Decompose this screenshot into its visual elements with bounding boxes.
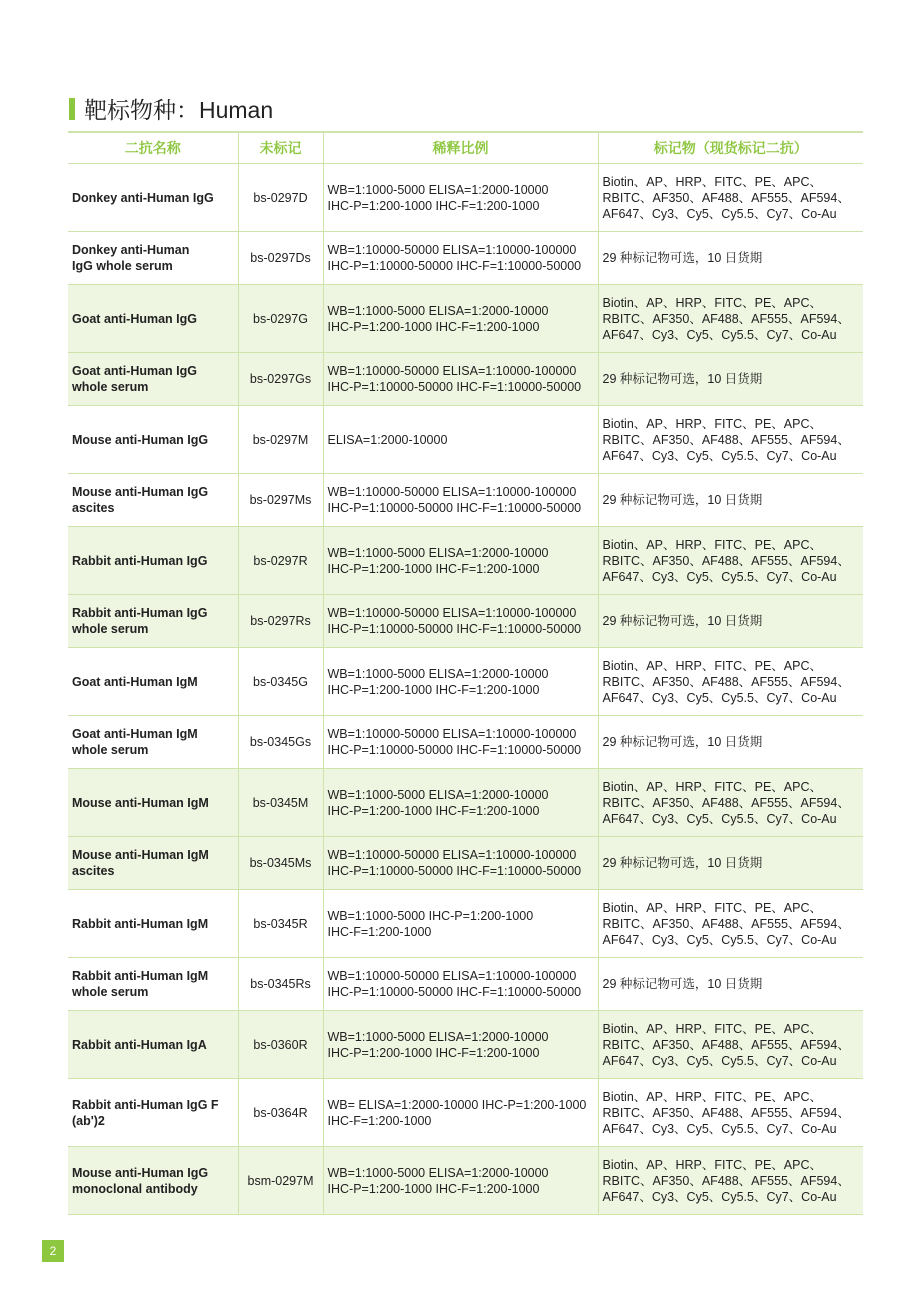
table-row (68, 890, 863, 958)
dilution-ratio: WB=1:1000-5000 ELISA=1:2000-10000 IHC-P=1:200-1000 IHC-F=1:200-1000 (323, 527, 598, 595)
label-options: Biotin、AP、HRP、FITC、PE、APC、 RBITC、AF350、AF488、AF555、AF594、 AF647、Cy3、Cy5、Cy5.5、Cy7、Co-Au (598, 890, 863, 958)
antibody-name: Goat anti-Human IgM (68, 648, 238, 716)
table-row (68, 1011, 863, 1079)
table-row (68, 648, 863, 716)
label-options: 29 种标记物可选，10 日货期 (598, 595, 863, 648)
catalog-number: bs-0345G (238, 648, 323, 716)
antibody-name: Rabbit anti-Human IgG (68, 527, 238, 595)
catalog-number: bsm-0297M (238, 1147, 323, 1215)
dilution-ratio: WB=1:1000-5000 ELISA=1:2000-10000 IHC-P=1:200-1000 IHC-F=1:200-1000 (323, 769, 598, 837)
label-options: Biotin、AP、HRP、FITC、PE、APC、 RBITC、AF350、AF488、AF555、AF594、 AF647、Cy3、Cy5、Cy5.5、Cy7、Co-Au (598, 1079, 863, 1147)
catalog-number: bs-0297M (238, 406, 323, 474)
catalog-number: bs-0297R (238, 527, 323, 595)
antibody-name: Mouse anti-Human IgG monoclonal antibody (68, 1147, 238, 1215)
antibody-name: Mouse anti-Human IgG (68, 406, 238, 474)
title-accent-bar (69, 98, 75, 120)
dilution-ratio: WB=1:10000-50000 ELISA=1:10000-100000 IHC-P=1:10000-50000 IHC-F=1:10000-50000 (323, 958, 598, 1011)
table-row (68, 232, 863, 285)
page-number: 2 (42, 1240, 64, 1262)
table-row (68, 595, 863, 648)
table-row (68, 285, 863, 353)
antibody-name: Donkey anti-Human IgG whole serum (68, 232, 238, 285)
table-header-row (68, 132, 863, 164)
catalog-number: bs-0345Ms (238, 837, 323, 890)
dilution-ratio: WB=1:10000-50000 ELISA=1:10000-100000 IHC-P=1:10000-50000 IHC-F=1:10000-50000 (323, 595, 598, 648)
header-unlabeled: 未标记 (238, 132, 323, 164)
label-options: Biotin、AP、HRP、FITC、PE、APC、 RBITC、AF350、AF488、AF555、AF594、 AF647、Cy3、Cy5、Cy5.5、Cy7、Co-Au (598, 285, 863, 353)
antibody-name: Mouse anti-Human IgG ascites (68, 474, 238, 527)
label-options: Biotin、AP、HRP、FITC、PE、APC、 RBITC、AF350、AF488、AF555、AF594、 AF647、Cy3、Cy5、Cy5.5、Cy7、Co-Au (598, 527, 863, 595)
catalog-number: bs-0364R (238, 1079, 323, 1147)
catalog-number: bs-0345Gs (238, 716, 323, 769)
label-options: 29 种标记物可选，10 日货期 (598, 837, 863, 890)
antibody-name: Goat anti-Human IgG (68, 285, 238, 353)
dilution-ratio: WB=1:1000-5000 ELISA=1:2000-10000 IHC-P=1:200-1000 IHC-F=1:200-1000 (323, 1011, 598, 1079)
table-row (68, 1079, 863, 1147)
table-row (68, 716, 863, 769)
dilution-ratio: WB=1:1000-5000 IHC-P=1:200-1000 IHC-F=1:200-1000 (323, 890, 598, 958)
catalog-number: bs-0297Ds (238, 232, 323, 285)
antibody-name: Mouse anti-Human IgM ascites (68, 837, 238, 890)
header-labels: 标记物（现货标记二抗） (598, 132, 863, 164)
catalog-number: bs-0297G (238, 285, 323, 353)
catalog-number: bs-0297Rs (238, 595, 323, 648)
dilution-ratio: ELISA=1:2000-10000 (323, 406, 598, 474)
table-row (68, 164, 863, 232)
label-options: 29 种标记物可选，10 日货期 (598, 232, 863, 285)
table-row (68, 474, 863, 527)
dilution-ratio: WB= ELISA=1:2000-10000 IHC-P=1:200-1000 IHC-F=1:200-1000 (323, 1079, 598, 1147)
label-options: 29 种标记物可选，10 日货期 (598, 474, 863, 527)
antibody-name: Goat anti-Human IgG whole serum (68, 353, 238, 406)
dilution-ratio: WB=1:10000-50000 ELISA=1:10000-100000 IHC-P=1:10000-50000 IHC-F=1:10000-50000 (323, 716, 598, 769)
table-row (68, 837, 863, 890)
dilution-ratio: WB=1:10000-50000 ELISA=1:10000-100000 IHC-P=1:10000-50000 IHC-F=1:10000-50000 (323, 232, 598, 285)
catalog-number: bs-0297Ms (238, 474, 323, 527)
table-row (68, 769, 863, 837)
product-table (68, 131, 863, 1215)
antibody-name: Rabbit anti-Human IgG F (ab')2 (68, 1079, 238, 1147)
table-row (68, 406, 863, 474)
label-options: Biotin、AP、HRP、FITC、PE、APC、 RBITC、AF350、AF488、AF555、AF594、 AF647、Cy3、Cy5、Cy5.5、Cy7、Co-Au (598, 1011, 863, 1079)
dilution-ratio: WB=1:1000-5000 ELISA=1:2000-10000 IHC-P=1:200-1000 IHC-F=1:200-1000 (323, 164, 598, 232)
dilution-ratio: WB=1:1000-5000 ELISA=1:2000-10000 IHC-P=1:200-1000 IHC-F=1:200-1000 (323, 285, 598, 353)
dilution-ratio: WB=1:10000-50000 ELISA=1:10000-100000 IHC-P=1:10000-50000 IHC-F=1:10000-50000 (323, 353, 598, 406)
header-name: 二抗名称 (68, 132, 238, 164)
antibody-name: Rabbit anti-Human IgG whole serum (68, 595, 238, 648)
catalog-number: bs-0297D (238, 164, 323, 232)
catalog-number: bs-0345M (238, 769, 323, 837)
section-title (69, 92, 273, 125)
antibody-name: Rabbit anti-Human IgM whole serum (68, 958, 238, 1011)
label-options: Biotin、AP、HRP、FITC、PE、APC、 RBITC、AF350、AF488、AF555、AF594、 AF647、Cy3、Cy5、Cy5.5、Cy7、Co-Au (598, 769, 863, 837)
catalog-number: bs-0345R (238, 890, 323, 958)
section-title-text: 靶标物种：Human (84, 97, 274, 123)
antibody-name: Donkey anti-Human IgG (68, 164, 238, 232)
dilution-ratio: WB=1:10000-50000 ELISA=1:10000-100000 IHC-P=1:10000-50000 IHC-F=1:10000-50000 (323, 837, 598, 890)
catalog-number: bs-0297Gs (238, 353, 323, 406)
antibody-name: Rabbit anti-Human IgA (68, 1011, 238, 1079)
label-options: 29 种标记物可选，10 日货期 (598, 353, 863, 406)
antibody-name: Goat anti-Human IgM whole serum (68, 716, 238, 769)
dilution-ratio: WB=1:1000-5000 ELISA=1:2000-10000 IHC-P=1:200-1000 IHC-F=1:200-1000 (323, 648, 598, 716)
header-dilution: 稀释比例 (323, 132, 598, 164)
antibody-name: Rabbit anti-Human IgM (68, 890, 238, 958)
label-options: Biotin、AP、HRP、FITC、PE、APC、 RBITC、AF350、AF488、AF555、AF594、 AF647、Cy3、Cy5、Cy5.5、Cy7、Co-Au (598, 1147, 863, 1215)
label-options: Biotin、AP、HRP、FITC、PE、APC、 RBITC、AF350、AF488、AF555、AF594、 AF647、Cy3、Cy5、Cy5.5、Cy7、Co-Au (598, 164, 863, 232)
catalog-number: bs-0360R (238, 1011, 323, 1079)
label-options: Biotin、AP、HRP、FITC、PE、APC、 RBITC、AF350、AF488、AF555、AF594、 AF647、Cy3、Cy5、Cy5.5、Cy7、Co-Au (598, 406, 863, 474)
dilution-ratio: WB=1:1000-5000 ELISA=1:2000-10000 IHC-P=1:200-1000 IHC-F=1:200-1000 (323, 1147, 598, 1215)
table-row (68, 1147, 863, 1215)
table-row (68, 958, 863, 1011)
catalog-number: bs-0345Rs (238, 958, 323, 1011)
label-options: Biotin、AP、HRP、FITC、PE、APC、 RBITC、AF350、AF488、AF555、AF594、 AF647、Cy3、Cy5、Cy5.5、Cy7、Co-Au (598, 648, 863, 716)
table-row (68, 527, 863, 595)
dilution-ratio: WB=1:10000-50000 ELISA=1:10000-100000 IHC-P=1:10000-50000 IHC-F=1:10000-50000 (323, 474, 598, 527)
label-options: 29 种标记物可选，10 日货期 (598, 958, 863, 1011)
table-row (68, 353, 863, 406)
antibody-name: Mouse anti-Human IgM (68, 769, 238, 837)
label-options: 29 种标记物可选，10 日货期 (598, 716, 863, 769)
